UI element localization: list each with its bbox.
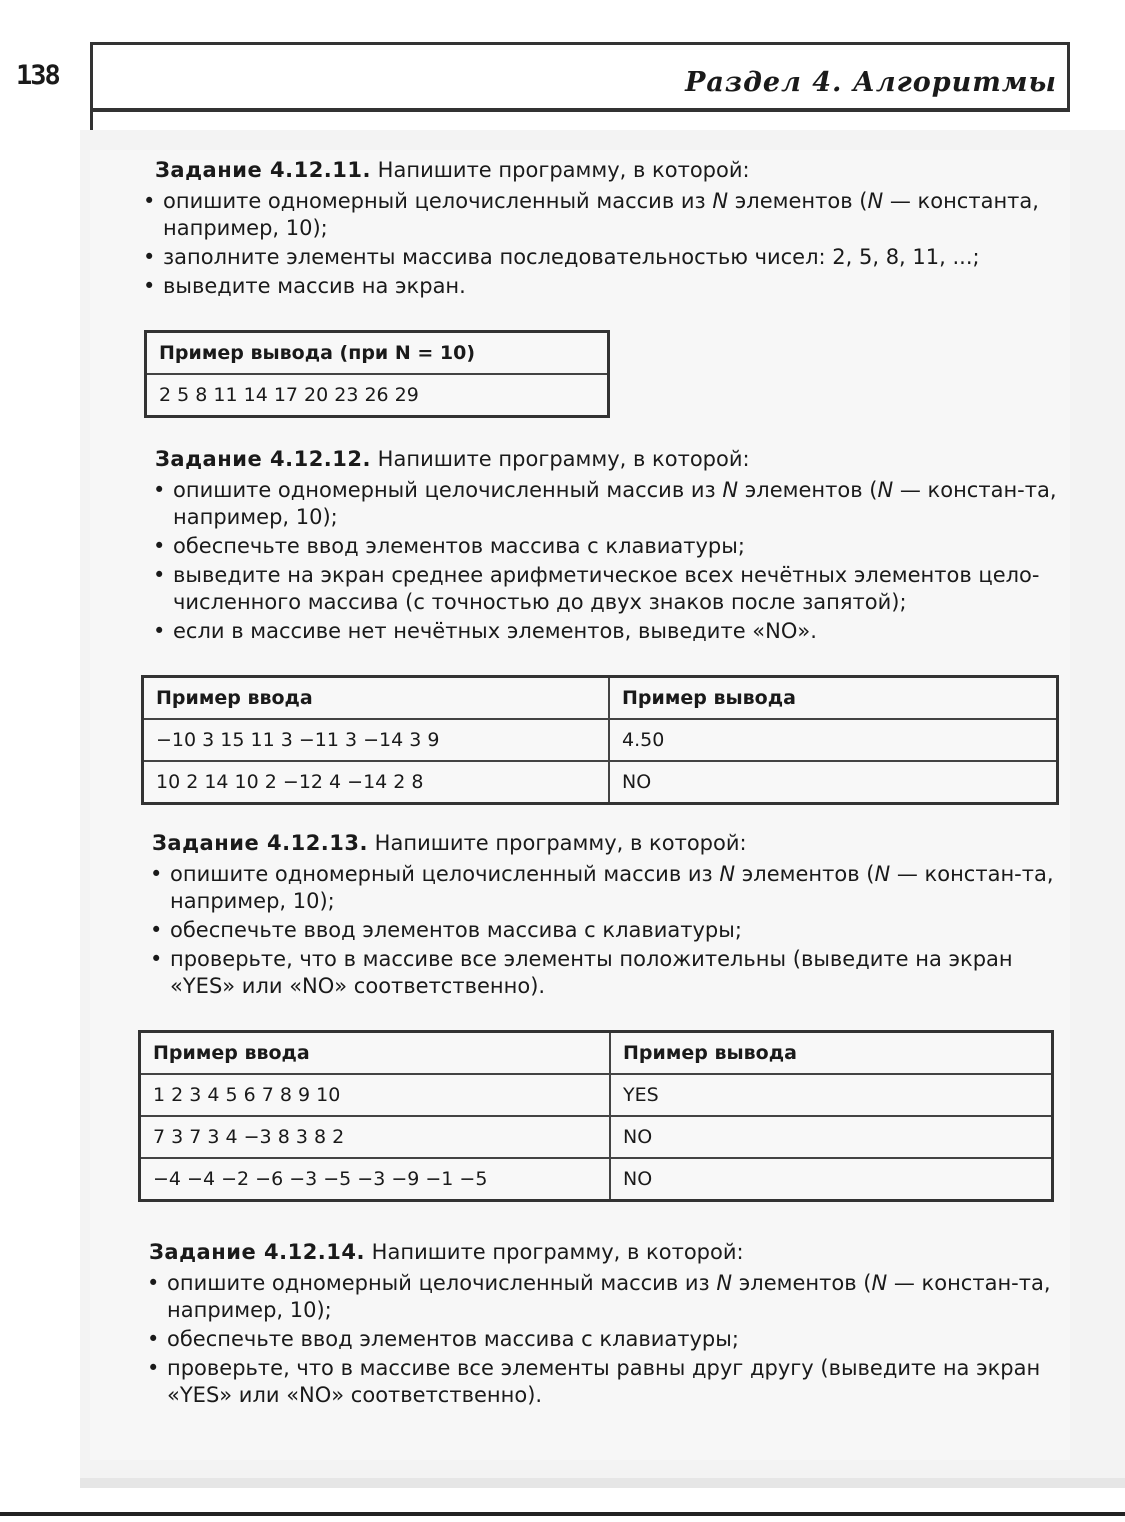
bullet-text: — констан-та, например, 10);: [170, 862, 1054, 913]
variable-n: N: [719, 862, 736, 886]
output-cell: YES: [610, 1074, 1053, 1116]
page-number: 138: [16, 60, 59, 91]
section-title: Раздел 4. Алгоритмы: [685, 67, 1057, 98]
input-cell: −4 −4 −2 −6 −3 −5 −3 −9 −1 −5: [140, 1158, 611, 1201]
output-cell: NO: [610, 1158, 1053, 1201]
bullet-item: • выведите массив на экран.: [143, 273, 1065, 300]
bullet-text: опишите одномерный целочисленный массив из: [170, 862, 720, 886]
bullet-item: • обеспечьте ввод элементов массива с клавиатуры;: [147, 1326, 1059, 1353]
bullet-text: опишите одномерный целочисленный массив из: [163, 189, 713, 213]
bullet-text: опишите одномерный целочисленный массив из: [167, 1271, 717, 1295]
column-header-output: Пример вывода: [610, 1032, 1053, 1075]
output-cell: NO: [609, 761, 1058, 804]
task-4-12-14: [149, 1240, 1059, 1409]
bullet-item: • проверьте, что в массиве все элементы положительны (выведите на экран «YES» или «NO» соответственно).: [150, 946, 1062, 1000]
bullet-text: элементов (: [738, 478, 878, 502]
bullet-item: [147, 1270, 1059, 1324]
bullet-text: опишите одномерный целочисленный массив из: [173, 478, 723, 502]
task-heading: [152, 831, 1062, 855]
variable-n: N: [712, 189, 729, 213]
task-bullets: [147, 1270, 1059, 1409]
task-heading: [149, 1240, 1059, 1264]
bullet-item: • обеспечьте ввод элементов массива с клавиатуры;: [153, 533, 1065, 560]
task-bullets: [153, 477, 1065, 645]
column-header-output: Пример вывода: [609, 677, 1058, 720]
variable-n: N: [874, 862, 891, 886]
task-bullets: [143, 188, 1065, 300]
bottom-rule: [0, 1512, 1125, 1516]
section-header: [90, 42, 1070, 112]
task-bullets: [150, 861, 1062, 1000]
task-intro: Напишите программу, в которой:: [368, 831, 747, 855]
table-header: Пример вывода (при N = 10): [146, 332, 609, 375]
task-label: Задание 4.12.11.: [155, 158, 371, 182]
variable-n: N: [867, 189, 884, 213]
bullet-item: • проверьте, что в массиве все элементы равны друг другу (выведите на экран «YES» или «NO» соответственно).: [147, 1355, 1059, 1409]
task-label: Задание 4.12.14.: [149, 1240, 365, 1264]
bullet-item: • заполните элементы массива последовательностью чисел: 2, 5, 8, 11, ...;: [143, 244, 1065, 271]
io-example-table: [138, 1030, 1054, 1202]
bullet-item: [150, 861, 1062, 915]
bullet-item: • обеспечьте ввод элементов массива с клавиатуры;: [150, 917, 1062, 944]
bullet-text: — констан-та, например, 10);: [167, 1271, 1051, 1322]
input-cell: 7 3 7 3 4 −3 8 3 8 2: [140, 1116, 611, 1158]
bullet-text: — констан-та, например, 10);: [173, 478, 1057, 529]
task-heading: [155, 447, 1065, 471]
task-label: Задание 4.12.12.: [155, 447, 371, 471]
task-4-12-12: [155, 447, 1065, 645]
column-header-input: Пример ввода: [143, 677, 610, 720]
variable-n: N: [877, 478, 894, 502]
input-cell: −10 3 15 11 3 −11 3 −14 3 9: [143, 719, 610, 761]
task-label: Задание 4.12.13.: [152, 831, 368, 855]
bullet-item: [143, 188, 1065, 242]
variable-n: N: [871, 1271, 888, 1295]
column-header-input: Пример ввода: [140, 1032, 611, 1075]
task-4-12-13: [152, 831, 1062, 1000]
header-rule: [90, 112, 93, 130]
variable-n: N: [716, 1271, 733, 1295]
input-cell: 10 2 14 10 2 −12 4 −14 2 8: [143, 761, 610, 804]
bullet-text: элементов (: [728, 189, 868, 213]
task-4-12-11: [155, 158, 1065, 300]
variable-n: N: [722, 478, 739, 502]
table-cell: 2 5 8 11 14 17 20 23 26 29: [146, 374, 609, 417]
bullet-text: — константа, например, 10);: [163, 189, 1039, 240]
output-example-table: [144, 330, 610, 418]
task-intro: Напишите программу, в которой:: [365, 1240, 744, 1264]
bullet-item: [153, 477, 1065, 531]
bullet-text: элементов (: [735, 862, 875, 886]
output-cell: 4.50: [609, 719, 1058, 761]
bullet-text: элементов (: [732, 1271, 872, 1295]
task-heading: [155, 158, 1065, 182]
bottom-shade: [80, 1478, 1125, 1488]
input-cell: 1 2 3 4 5 6 7 8 9 10: [140, 1074, 611, 1116]
io-example-table: [141, 675, 1059, 805]
task-intro: Напишите программу, в которой:: [371, 158, 750, 182]
bullet-item: • если в массиве нет нечётных элементов, выведите «NO».: [153, 618, 1065, 645]
output-cell: NO: [610, 1116, 1053, 1158]
bullet-item: • выведите на экран среднее арифметическое всех нечётных элементов цело-численного массива (с точностью до двух знаков после запятой);: [153, 562, 1065, 616]
task-intro: Напишите программу, в которой:: [371, 447, 750, 471]
